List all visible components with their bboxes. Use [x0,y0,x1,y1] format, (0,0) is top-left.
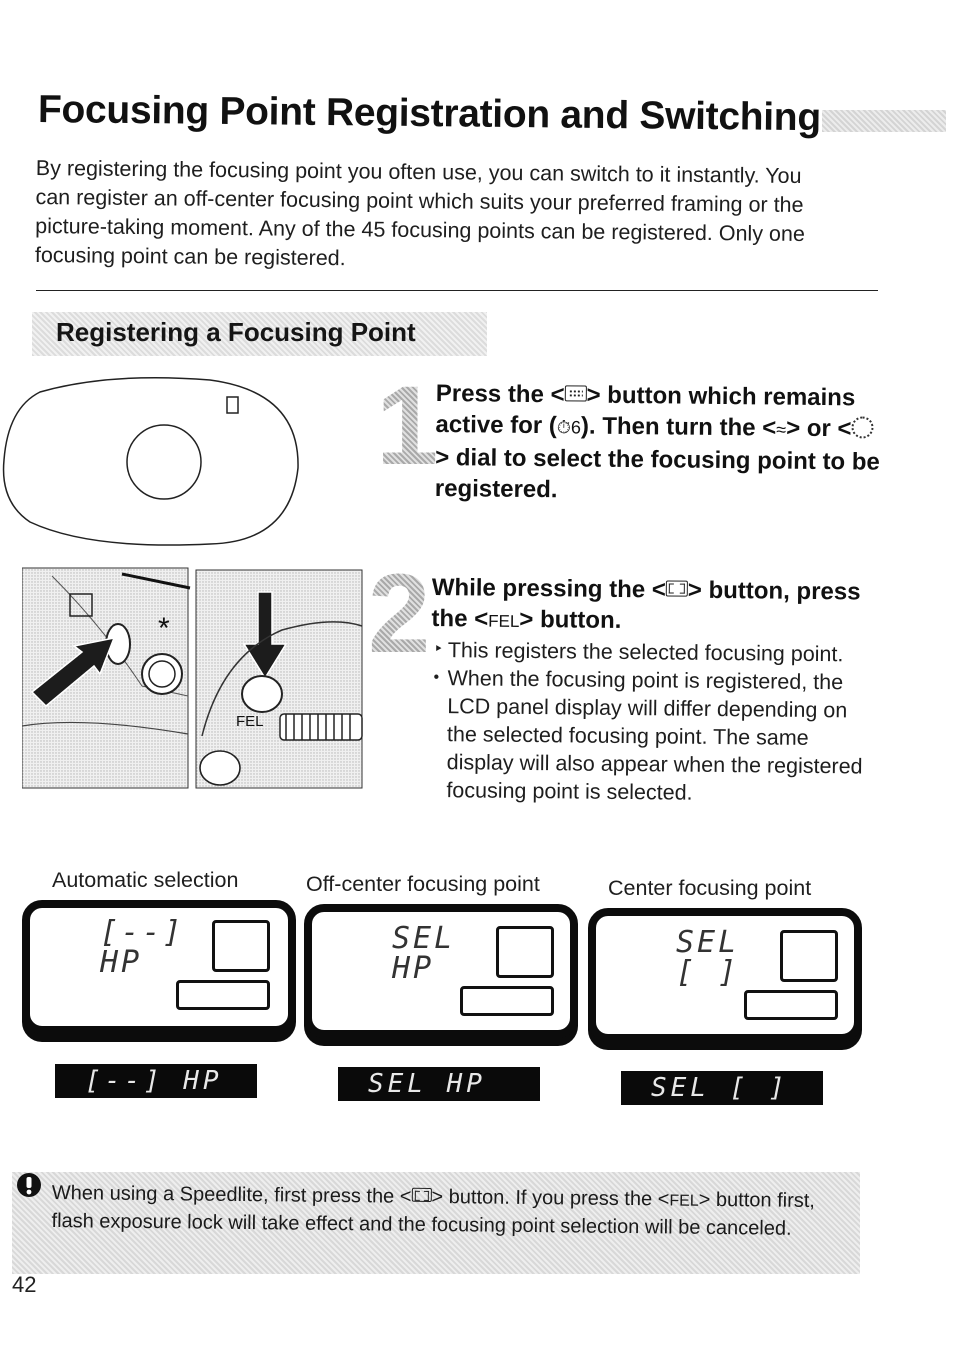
step-1-instruction [435,378,886,509]
af-point-select-icon [565,385,587,401]
bullet-item [432,664,873,809]
lcd-af-square [212,920,270,972]
intro-paragraph: By registering the focusing point you often use, you can switch to it instantly. You can register an off-center focusing point which suits your preferred framing or the picture-taking moment. Any of the 45 focusing points can be registered. Only one focusing point can be registered. [34,155,806,271]
star-label: * [158,612,170,645]
lcd-panel-off-center [304,904,578,1038]
note-part1: When using a Speedlite, first press the < [51,1181,412,1208]
viewfinder-display-center: SEL [ ] [621,1071,823,1105]
step-number-2: 2 [368,551,431,676]
viewfinder-display-automatic: [--] HP [55,1064,257,1098]
lcd-af-rect [176,980,270,1010]
bullet-mark: ‣ [433,640,444,659]
step1-part5: > dial to select the focusing point to be registered. [434,443,880,504]
af-point-button-icon [411,1188,431,1202]
lcd-af-square [780,930,838,982]
fel-button [242,676,282,712]
step1-part2: > button which remains active for ( [435,381,856,440]
step2-part2: > button, press the < [431,576,861,633]
fel-button-label: FEL [488,611,520,631]
panel-label-automatic: Automatic selection [52,868,239,892]
quick-control-dial-icon [851,416,873,438]
section-heading: Registering a Focusing Point [56,317,416,347]
step1-part1: Press the < [435,379,565,409]
lcd-line-1: [--] [100,915,185,950]
step-2-bullets [432,636,874,809]
af-point-button-icon [666,580,688,596]
caution-icon [16,1172,42,1198]
lcd-af-square [496,926,554,978]
step1-part4: > or < [786,414,852,443]
viewfinder-display-off-center: SEL HP [338,1067,540,1101]
button-press-illustration [22,566,364,790]
lcd-line-2: HP [392,951,435,986]
lcd-line-2: [ ] [676,955,740,990]
timer-icon: ⏱ [556,417,572,438]
title-decoration-bar [822,110,946,132]
fel-label: FEL [236,713,264,730]
note-part3: > button first, flash exposure lock will take effect and the focusing point selection will be canceled. [51,1188,816,1240]
page-title: Focusing Point Registration and Switching [37,88,822,140]
fel-button-label: FEL [669,1192,699,1210]
speedlite-note [51,1180,842,1242]
lcd-line-1: SEL [676,925,740,960]
step2-part3: > button. [519,605,622,634]
bullet-text: This registers the selected focusing point. [447,638,844,667]
bullet-text: When the focusing point is registered, the LCD panel display will differ depending on the selected focusing point. The same display will also appear when the registered focusing point is selected. [446,666,863,805]
lcd-af-rect [744,990,838,1020]
note-part2: > button. If you press the < [431,1185,670,1211]
lcd-line-1: SEL [392,921,456,956]
step2-part1: While pressing the < [431,573,667,604]
step1-part3: ). Then turn the < [580,412,777,442]
round-button-outer [142,654,182,694]
lcd-af-rect [460,986,554,1016]
step-number-1: 1 [376,363,439,488]
page-number: 42 [12,1272,37,1297]
panel-label-off-center: Off-center focusing point [306,872,540,896]
main-dial-icon: ≈ [776,419,787,440]
lcd-panel-center [588,908,862,1042]
step-2-instruction [431,572,872,641]
lcd-line-2: HP [100,945,143,980]
panel-label-center: Center focusing point [608,876,812,900]
lcd-panel-automatic [22,900,296,1034]
camera-top-diagram [0,372,310,552]
top-panel-outline [4,378,299,545]
step1-timer: 6 [570,417,582,438]
section-divider [36,290,878,291]
bullet-mark: • [433,668,440,687]
af-point-button-outline [227,397,238,413]
main-dial-outline [127,425,201,499]
